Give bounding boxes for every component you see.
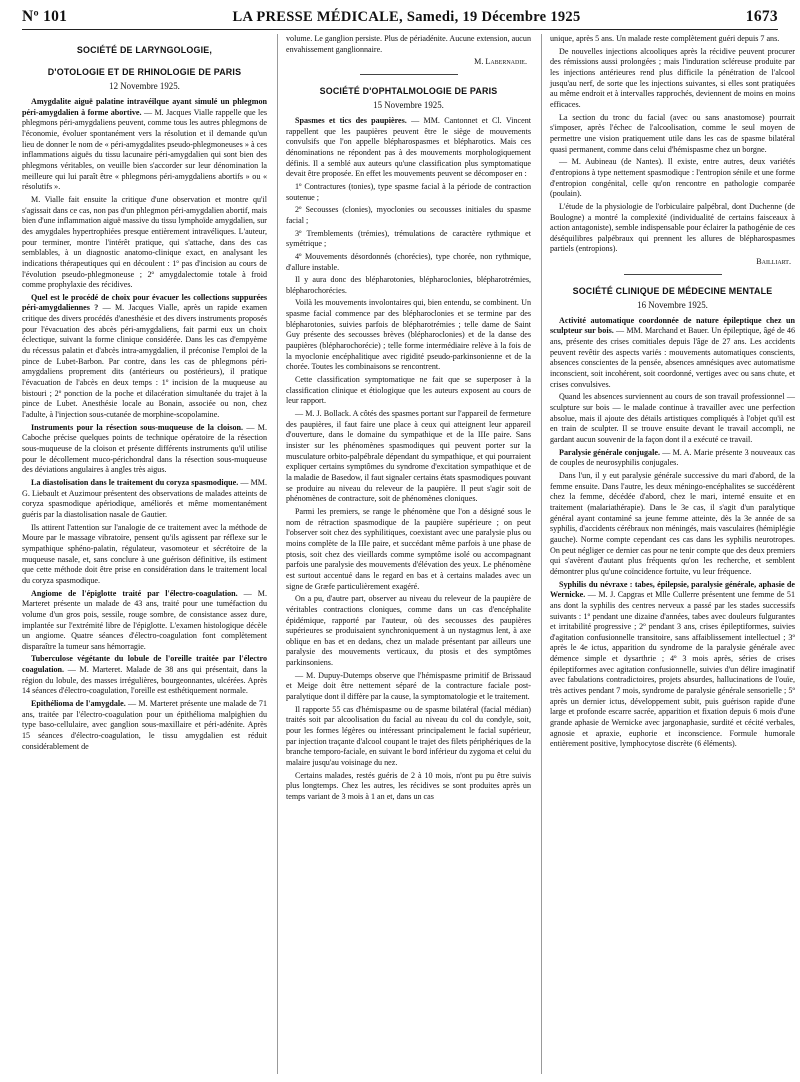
section-title: SOCIÉTÉ DE LARYNGOLOGIE, <box>76 45 213 55</box>
page-header <box>22 8 778 30</box>
section-title: SOCIÉTÉ CLINIQUE DE MÉDECINE MENTALE <box>572 285 773 296</box>
paragraph-heading: Quel est le procédé de choix pour évacuer les collections suppurées péri-amygdaliennes ? <box>22 292 267 313</box>
paragraph-text: — M. Marteret présente une malade de 71 ans, traitée par l'électro-coagulation pour un épithélioma malpighien du type baso-cellulaire, avec ganglion sous-maxillaire et péri-adénite. Après 15 séances d'électro-coagulation, le tissu amygdalien est réduit considérablement de <box>22 699 267 751</box>
columns <box>22 34 795 1074</box>
paragraph-text: Cette classification symptomatique ne fait que se superposer à la classification clinique et étiologique que les auteurs exposent au cours de leur rapport. <box>286 375 531 406</box>
paragraph-text: On a pu, d'autre part, observer au niveau du releveur de la paupière de véritables contractions cloniques, comme dans un cas d'encéphalite épidémique, rapporté par l'auteur, où des secousses des paupières supérieures se produisaient synchroniquement à un nystagmus lent, à axe oblique en bas et en dedans, chez un malade présentant par ailleurs une paralysie des mouvements verticaux, du ptosis et des symptômes parkinsoniens. <box>286 594 531 668</box>
journal-title: LA PRESSE MÉDICALE, Samedi, 19 Décembre 1925 <box>232 9 581 25</box>
paragraph-text: Ils attirent l'attention sur l'analogie de ce traitement avec la méthode de Moure par le massage vibratoire, pensent qu'ils agissent par réflexe sur le sympathique sphéno-palatin, régulateur, vasomoteur et sécrétoire de la muqueuse nasale, et, sans conclure à une guérison définitive, ils estiment que cette méthode doit être prise en considération dans le traitement local du coryza spasmodique. <box>22 522 267 585</box>
paragraph-text: — MM. Cantonnet et Cl. Vincent rappellent que les paupières peuvent être le siège de mouvements convulsifs que l'on appelle blépharospasmes et blépharotics. Mais ces dénominations ne répondent pas à des mouvements morphologiquement définis. Il a semblé aux auteurs qu'une classification plus symptomatique devait être proposée. En effet les mouvements peuvent se décomposer en : <box>286 115 531 179</box>
column-2 <box>277 34 531 1074</box>
article-paragraph <box>286 705 531 769</box>
article-paragraph <box>286 671 531 703</box>
article-paragraph <box>550 202 795 255</box>
article-paragraph <box>286 275 531 296</box>
paragraph-text: De nouvelles injections alcooliques après la récidive peuvent procurer des rémissions aussi prolongées ; mais l'induration scléreuse produite par les injections antérieures rend plus difficile la pénétration de l'alcool jusqu'au nerf, de sorte que les injections suivantes, si elles sont pratiquées au même endroit et à intervalles rapprochés, deviennent de moins en moins efficaces. <box>550 46 795 109</box>
article-paragraph <box>550 47 795 111</box>
article-paragraph <box>22 423 267 476</box>
paragraph-text: unique, après 5 ans. Un malade reste complètement guéri depuis 7 ans. <box>550 34 780 43</box>
paragraph-text: 1º Contractures (tonies), type spasme facial à la période de contraction soutenue ; <box>286 181 531 202</box>
paragraph-heading: La diastolisation dans le traitement du coryza spasmodique. <box>31 477 239 487</box>
section-date: 15 Novembre 1925. <box>373 99 444 110</box>
paragraph-heading: Instruments pour la résection sous-muqueuse de la cloison. <box>31 422 244 432</box>
paragraph-text: — M. Jacques Vialle, après un rapide examen critique des divers procédés d'anesthésie et des divers instruments proposés pour l'évacuation des abcès péri-amygdaliens, fait parmi eux un choix éclectique, suivant la forme clinique considérée. Dans les cas d'empyème du récessus palatin et d'abcès intra-amygdalien, il préconise l'emploi de la pince de Lubet-Barbon. Par contre, dans les cas de phlegmons péri-amygdaliens proprement dits (antérieurs ou postérieurs), il pratique l'évacuation de l'abcès en deux temps : 1º incision de la muqueuse au bistouri ; 2º ponction de la poche et dilacération simultanée du trajet à la pince de Lubet. Anesthésie locale au Bonain, associée ou non, chez l'adulte, à l'injection sous-cutanée de morphine-scopolamine. <box>22 303 267 420</box>
issue-number: Nº 101 <box>22 8 68 25</box>
article-paragraph <box>286 375 531 407</box>
paragraph-heading: Activité automatique coordonnée de nature épileptique chez un sculpteur sur bois. <box>550 315 795 336</box>
paragraph-heading: Tuberculose végétante du lobule de l'oreille traitée par l'électro coagulation. <box>22 654 267 675</box>
article-paragraph <box>550 392 795 445</box>
article-paragraph <box>550 316 795 391</box>
section-title: D'OTOLOGIE ET DE RHINOLOGIE DE PARIS <box>47 67 242 77</box>
article-paragraph <box>286 409 531 505</box>
paragraph-text: Quand les absences surviennent au cours de son travail professionnel — sculpture sur bois — le malade continue à travailler avec une perfection absolue, mais il ajoute des détails artistiques compliqués à l'objet qu'il est en train de sculpter. Il se trouve ensuite devant le travail accompli, ne gardant aucun souvenir de la façon dont il a exécuté ce travail. <box>550 392 795 444</box>
article-paragraph <box>22 654 267 697</box>
article-paragraph <box>22 478 267 521</box>
section-divider <box>624 274 722 275</box>
author-signature: M. Labernadie. <box>474 57 527 67</box>
article-paragraph <box>286 507 531 592</box>
paragraph-heading: Syphilis du névraxe : tabes, épilepsie, paralysie générale, aphasie de Wernicke. <box>550 579 795 600</box>
paragraph-text: L'étude de la physiologie de l'orbiculaire palpébral, dont Duchenne (de Boulogne) a montré la complexité (individualité de certains faisceaux à action antagoniste), semble indispensable pour éclairer la pathogénie de ces déséquilibres palpébraux qui prennent les allures de blépharospasmes partiels (entropions). <box>550 201 795 254</box>
article-paragraph <box>286 182 531 203</box>
section-date: 16 Novembre 1925. <box>637 299 708 310</box>
paragraph-text: — M. Caboche précise quelques points de technique opératoire de la résection sous-muqueuse de la cloison et présente différents instruments qu'il utilise pour le décollement muco-périchondral dans la résection sous-muqueuse des déviations angulaires à angles très aigus. <box>22 422 267 475</box>
author-signature: Bailliart. <box>756 257 791 267</box>
section-divider <box>360 74 458 75</box>
paragraph-text: — M. Marteret. Malade de 38 ans qui présentait, dans la région du lobule, des masses irrégulières, bourgeonnantes, ulcérées. Après 14 séances d'électro-coagulation, l'oreille est esthétiquement normale. <box>22 665 267 696</box>
article-paragraph <box>22 195 267 291</box>
paragraph-text: Parmi les premiers, se range le phénomène que l'on a désigné sous le nom de rétraction spasmodique de la paupière supérieure ; on peut l'observer soit chez des syphilitiques, coexistant avec une paralysie plus ou moins complète de la IIIe paire, et succédant même parfois à une phase de ptosis, soit chez des vieillards comme symptôme isolé ou accompagnant parfois une paralysie des mouvements d'élévation des yeux. Le phénomène est surtout accentué dans le regard en bas et à certains malades avec un signe de Græfe particulièrement exagéré. <box>286 506 531 591</box>
article-paragraph <box>550 157 795 200</box>
article-paragraph <box>286 205 531 226</box>
article-paragraph <box>550 471 795 578</box>
paragraph-text: Voilà les mouvements involontaires qui, bien entendu, se combinent. Un spasme facial commence par des blépharoclonies et se termine par des blépharotonies, suivies parfois de blépharotrémies ; telle dame de Saint Guy présente des secousses brèves (blépharoclonies) et de la danse des paupières (blépharochorécie) ; telle forme intermédiaire relève à la fois de la myoclonie encéphalitique avec rigidité pseudo-parkinsonienne et de la chorée. Toutes les combinaisons se rencontrent. <box>286 298 531 372</box>
article-paragraph <box>286 34 531 55</box>
paragraph-heading: Paralysie générale conjugale. <box>559 447 660 457</box>
article-paragraph <box>550 448 795 469</box>
paragraph-text: — M. Dupuy-Dutemps observe que l'hémispasme primitif de Brissaud et Meige doit être nettement séparé de la contracture faciale post-paralytique dont il diffère par la cause, la symptomatologie et le traitement. <box>286 670 531 702</box>
paragraph-text: 4º Mouvements désordonnés (chorécies), type chorée, non rythmique, d'allure instable. <box>286 251 531 272</box>
article-paragraph <box>22 97 267 193</box>
column-3 <box>541 34 795 1074</box>
paragraph-heading: Amygdalite aiguë palatine intravéilque ayant simulé un phlegmon péri-amygdalien à forme abortive. <box>22 97 267 117</box>
article-paragraph <box>22 699 267 752</box>
article-paragraph <box>286 252 531 273</box>
paragraph-text: volume. Le ganglion persiste. Plus de périadénite. Aucune extension, aucun envahissement ganglionnaire. <box>286 34 531 54</box>
paragraph-heading: Angiome de l'épiglotte traité par l'électro-coagulation. <box>31 588 238 598</box>
paragraph-text: — M. J. Bollack. A côtés des spasmes portant sur l'appareil de fermeture des paupières, il faut faire une place à ceux qui atteignent leur appareil d'ouverture, dans le domaine du sympathique et de la IIIe paire. Sans insister sur les phénomènes spasmodiques qui peuvent porter sur la musculature orbito-palpébrale dépendant du sympathique, et qui pourraient expliquer certains symptômes du syndrome d'excitation sympathique et de la maladie de Basedow, il faut signaler certains états spasmodiques pouvant se produire au niveau du releveur de la paupière. Il peut s'agir soit de phénomènes de contracture, soit de phénomènes cloniques. <box>286 409 531 504</box>
paragraph-text: — MM. Marchand et Bauer. Un épileptique, âgé de 46 ans, présente des crises comitiales depuis l'âge de 27 ans. Les accidents peuvent revêtir des aspects variés : mouvements automatiques conscients, absences conscientes de la pensée, absences amnésiques avec automatisme inconscient, soit incohérent, soit coordonné, vertiges avec ou sans chute, et crises convulsives. <box>550 326 795 389</box>
article-paragraph <box>286 229 531 250</box>
article-paragraph <box>286 771 531 803</box>
paragraph-text: Dans l'un, il y eut paralysie générale successive du mari d'abord, de la femme ensuite. Dans l'autre, les deux méningo-encéphalites se succédèrent chez la femme, décédée d'abord, chez le mari, interné ensuite et en traitement (malariathérapie). Dans le 3e cas, il s'agit d'un paralytique général ayant contaminé sa jeune femme atteinte, dès la 3e année de sa syphilis, d'accidents cérébraux non méningés, mais vasculaires (hémiplégie gauche). Norme compte cependant ces cas dans les syphilis neurotropes. On peut négliger ce dernier cas pour ne tenir compte que des deux premiers qui s'avèrent d'autant plus fréquents qu'on les recherche, et semblent démontrer plus qu'une coïncidence fortuite, vu leur fréquence. <box>550 470 795 576</box>
article-paragraph <box>286 594 531 669</box>
paragraph-text: — MM. G. Liebault et Auzimour présentent des observations de malades atteints de coryza spasmodique apériodique, améliorés et même momentanément guéris par la diastolisation nasale de Gautier. <box>22 477 267 519</box>
article-paragraph <box>22 589 267 653</box>
paragraph-text: 2º Secousses (clonies), myoclonies ou secousses initiales du spasme facial ; <box>286 205 531 225</box>
article-paragraph <box>286 116 531 180</box>
paragraph-text: — M. J. Capgras et Mlle Cullerre présentent une femme de 51 ans dont la syphilis des centres nerveux a passé par les stades successifs suivants : 1º pendant une dizaine d'années, tabes avec douleurs fulgurantes et irritabilité progressive ; 2º pendant 3 ans, crises épileptiformes, suivies d'agitation confusionnelle transitoire, sans affaiblissement intellectuel ; 3º après le 4e ictus, apparition du syndrome de la paralysie générale avec démence simple et dysarthrie ; 4º 3 mois après, séries de crises épileptiformes avec agitation confusionnelle, suivies d'un délire imaginatif avec fabulations contradictoires, projets absurdes, hallucinations de l'ouïe, très actives pendant 7 mois, syndrome de paralysie générale sensorielle ; 5º après un dernier ictus, développement subit, puis guérison rapide d'une large et profonde escarre sacrée, apparition et fixation depuis 6 mois d'une grande aphasie de Wernicke avec jargonaphasie, surdité et cécité verbales, agnosie et apraxie, euphorie et inconscience. Formule humorale entièrement positive, lymphocytose discrète (6 éléments). <box>550 590 795 749</box>
paragraph-text: — M. Marteret présente un malade de 43 ans, traité pour une tuméfaction du volume d'un gros pois, sessile, rouge sombre, de consistance assez dure, implantée sur l'extrémité libre de l'épiglotte. L'examen histologique décèle un angiome. Quatre séances d'électro-coagulation font complètement disparaître la tumeur sans hémorragie. <box>22 588 267 651</box>
paragraph-text: — M. A. Marie présente 3 nouveaux cas de couples de neurosyphilis conjugales. <box>550 447 795 468</box>
article-paragraph <box>550 580 795 751</box>
paragraph-text: Il y aura donc des blépharotonies, blépharoclonies, blépharotrémies, blépharochorécies. <box>286 275 531 295</box>
column-1 <box>22 34 267 1074</box>
article-paragraph <box>550 113 795 156</box>
paragraph-heading: Spasmes et tics des paupières. <box>295 115 407 125</box>
article-paragraph <box>286 298 531 373</box>
paragraph-text: La section du tronc du facial (avec ou sans anastomose) pourrait s'imposer, après l'échec de l'alcoolisation, comme le seul moyen de permettre une vision pratiquement utile dans les cas de spasme bilatéral quasi permanent, comme dans celui d'hémispasme chez un borgne. <box>550 112 795 154</box>
paragraph-text: Il rapporte 55 cas d'hémispasme ou de spasme bilatéral (facial médian) traités soit par alcoolisation du facial au niveau du col du condyle, soit, pour les formes légères ou intéressant principalement le facial supérieur, par injection traçante d'alcool coupant le trajet des filets périphériques de la branche temporo-faciale, en suivant le bord inférieur du zygoma et celui du malaire jusqu'au voisinage du nez. <box>286 704 531 768</box>
paragraph-text: — M. Jacques Vialle rappelle que les phlegmons péri-amygdaliens peuvent, comme tous les autres phlegmons de l'économie, évoluer spontanément vers la résolution et il demande qu'un lieu de donner le nom de « péri-amygdalites pseudo-phlegmoneuses » à ces inflammations aiguës du tissu lacunaire péri-amygdalien qui sont bien des phlegmons véritables, on veuille bien s'accorder sur leur dénomination la meilleure qui lui paraît être « phlegmons péri-amygdaliens abortifs » ou « résolutifs ». <box>22 107 267 192</box>
section-title: SOCIÉTÉ D'OPHTALMOLOGIE DE PARIS <box>319 85 498 96</box>
paragraph-heading: Epithélioma de l'amygdale. <box>31 699 126 709</box>
paragraph-text: 3º Tremblements (trémies), trémulations de caractère rythmique et symétrique ; <box>286 228 531 249</box>
page-number: 1673 <box>745 8 778 25</box>
paragraph-text: M. Vialle fait ensuite la critique d'une observation et montre qu'il s'agissait dans ce cas, non pas d'un phlegmon péri-amygdalien abortif, mais bien d'une inflammation aiguë massive du tissu lymphoïde amygdalien, sur des amygdales hypertrophiées presque entièrement intravéliques. L'auteur, pour terminer, montre l'intérêt pratique, qui s'attache, dans des cas semblables, à un diagnostic anatomo-clinique exact, en analysant les indications thérapeutiques qui en découlent : 1º pas d'incision au cours de l'évolution pseudo-phlegmoneuse ; 2º amygdalectomie totale à froid comme prophylaxie des récidives. <box>22 194 267 290</box>
article-paragraph <box>550 34 795 45</box>
paragraph-text: Certains malades, restés guéris de 2 à 10 mois, n'ont pu pu être suivis plus longtemps. Chez les autres, les récidives se sont produites après un temps variant de 3 mois à 1 an et, dans un cas <box>286 770 531 801</box>
paragraph-text: — M. Aubineau (de Nantes). Il existe, entre autres, deux variétés d'entropions à type nettement spasmodique : l'entropion sénile et une forme d'entropion congénital, celle qu'on rencontre en pathologie comparée (poulain). <box>550 157 795 199</box>
article-paragraph <box>22 293 267 421</box>
article-paragraph <box>22 523 267 587</box>
section-date: 12 Novembre 1925. <box>109 81 180 91</box>
